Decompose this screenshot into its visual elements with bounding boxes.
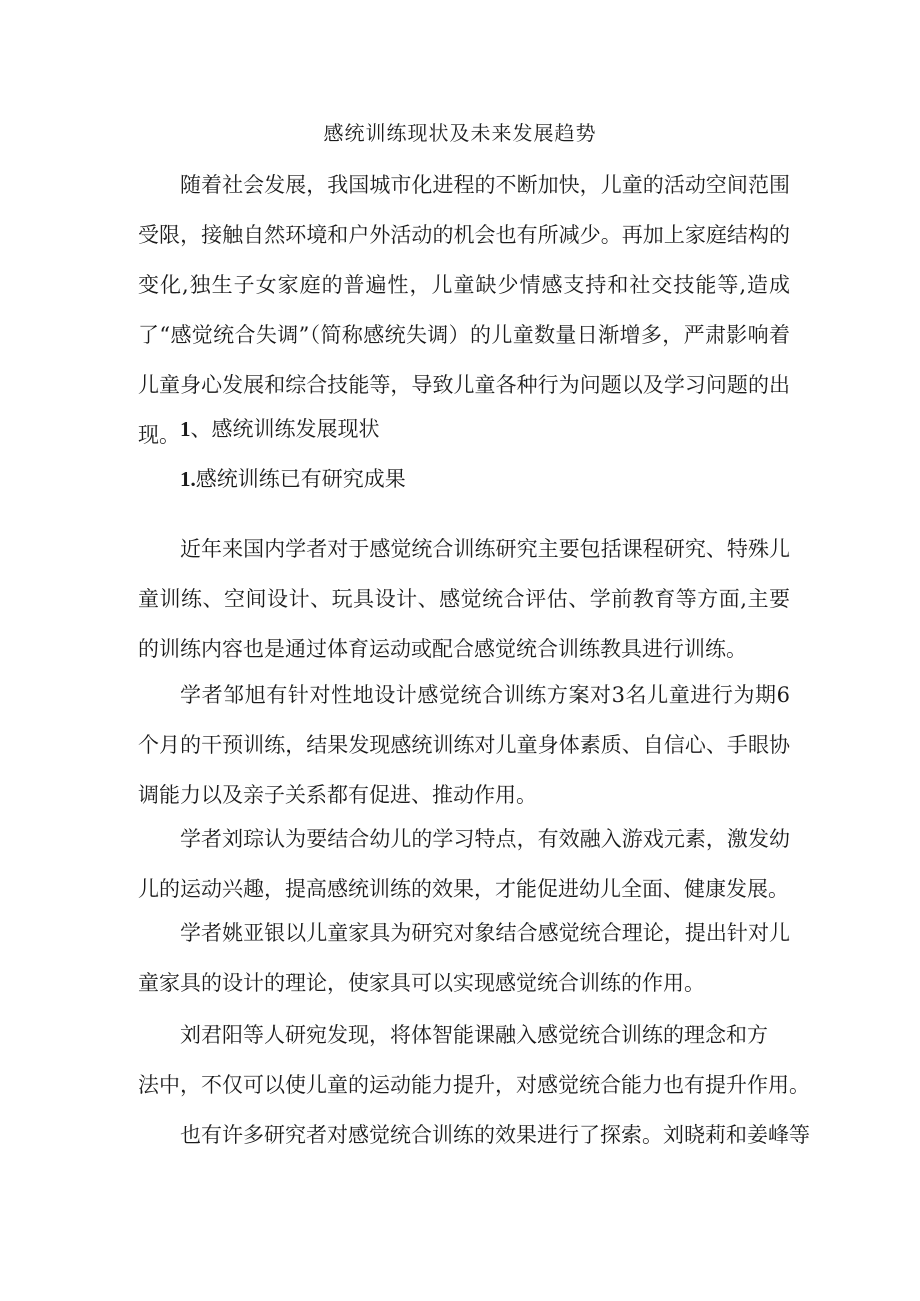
paragraph-zou-xu: 学者邹旭有针对性地设计感觉统合训练方案对3名儿童进行为期6个月的干预训练，结果发现感统训练对儿童身体素质、自信心、手眼协调能力以及亲子关系都有促进、推动作用。 (138, 683, 790, 807)
section-heading-1 (180, 404, 380, 454)
paragraph-effect-research: 也有许多研究者对感觉统合训练的效果进行了探索。刘晓莉和姜峰等 (180, 1123, 810, 1147)
paragraph-yao-yayin: 学者姚亚银以儿童家具为研究对象结合感觉统合理论，提出针对儿童家具的设计的理论，使家具可以实现感觉统合训练的作用。 (138, 921, 790, 995)
paragraph-liu-junyang-line-2: 法中，不仅可以使儿童的运动能力提升，对感觉统合能力也有提升作用。 (138, 1073, 810, 1097)
section-heading-1-1-number: 1. (180, 467, 196, 491)
section-heading-1-number: 1 (180, 417, 191, 441)
section-heading-1-1 (180, 454, 406, 504)
paragraph-liu-cong: 学者刘琮认为要结合幼儿的学习特点，有效融入游戏元素，激发幼儿的运动兴趣，提高感统训练的效果，才能促进幼儿全面、健康发展。 (138, 827, 790, 901)
section-heading-1-text: 、感统训练发展现状 (190, 417, 380, 441)
paragraph-liu-junyang-line-1: 刘君阳等人研宛发现，将体智能课融入感觉统合训练的理念和方 (180, 1023, 768, 1047)
document-title: 感统训练现状及未来发展趋势 (323, 121, 597, 145)
paragraph-research-overview: 近年来国内学者对于感觉统合训练研究主要包括课程研究、特殊儿童训练、空间设计、玩具设计、感觉统合评估、学前教育等方面,主要的训练内容也是通过体育运动或配合感觉统合训练教具进行训练。 (138, 537, 790, 661)
section-heading-1-1-text: 感统训练已有研究成果 (195, 467, 406, 491)
paragraph-intro: 随着社会发展，我国城市化进程的不断加快，儿童的活动空间范围受限，接触自然环境和户外活动的机会也有所减少。再加上家庭结构的变化,独生子女家庭的普遍性，儿童缺少情感支持和社交技能等,造成了“感觉统合失调”（简称感统失调）的儿童数量日渐增多，严肃影响着儿童身心发展和综合技能等，导致儿童各种行为问题以及学习问题的出现。 (138, 173, 790, 447)
